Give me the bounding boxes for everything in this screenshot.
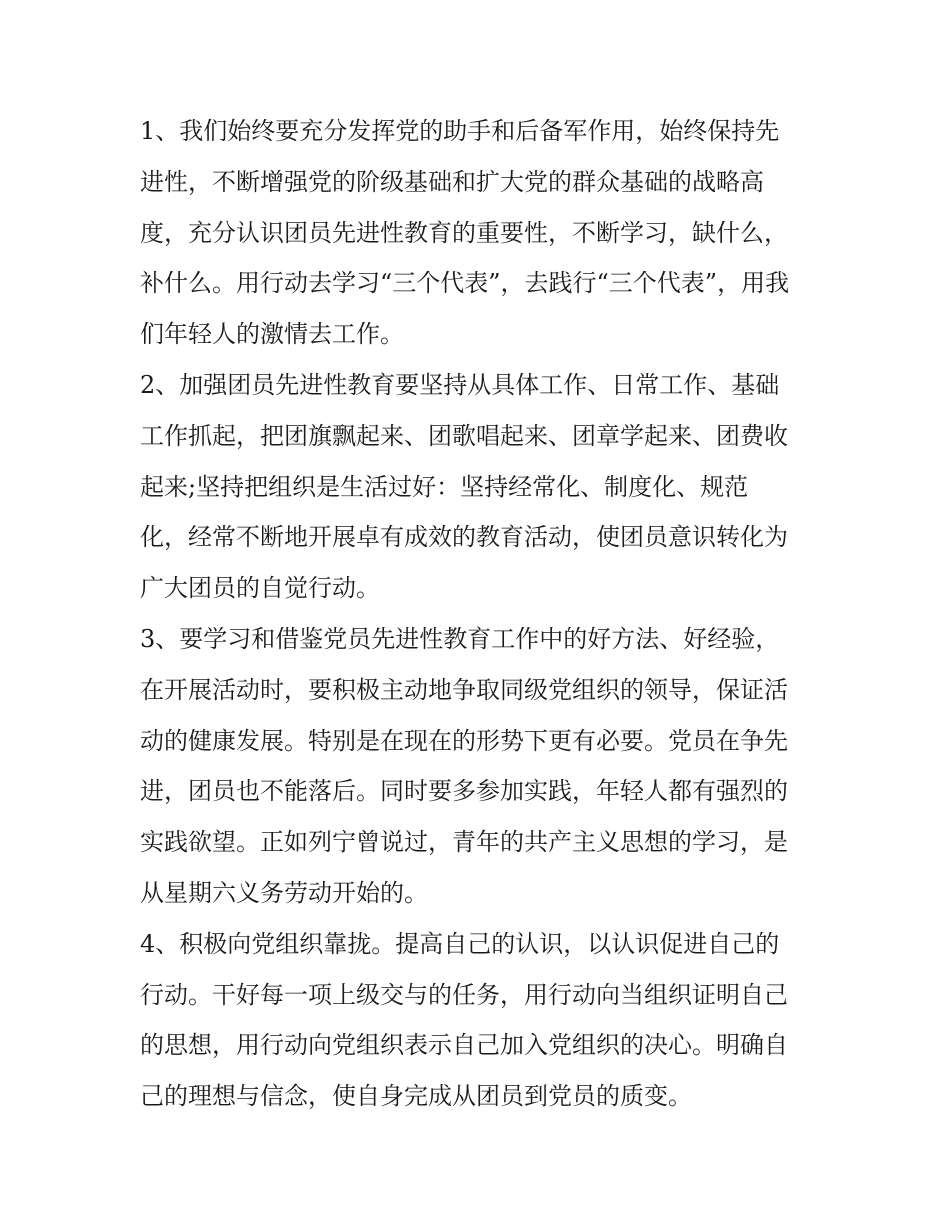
paragraph-line: 们年轻人的激情去工作。 [140, 320, 404, 349]
paragraph-line: 进，团员也不能落后。同时要多参加实践，年轻人都有强烈的 [140, 777, 788, 806]
paragraph-3 [140, 614, 820, 919]
paragraph-line: 起来;坚持把组织是生活过好：坚持经常化、制度化、规范 [140, 472, 749, 501]
paragraph-line: 4、积极向党组织靠拢。提高自己的认识，以认识促进自己的 [140, 929, 780, 958]
paragraph-line: 的思想，用行动向党组织表示自己加入党组织的决心。明确自 [140, 1031, 788, 1060]
paragraph-1 [140, 106, 820, 360]
paragraph-line: 3、要学习和借鉴党员先进性教育工作中的好方法、好经验， [140, 624, 780, 653]
paragraph-line: 度，充分认识团员先进性教育的重要性，不断学习，缺什么， [140, 218, 788, 247]
paragraph-4 [140, 919, 820, 1122]
paragraph-line: 行动。干好每一项上级交与的任务，用行动向当组织证明自己 [140, 980, 788, 1009]
paragraph-line: 补什么。用行动去学习“三个代表”，去践行“三个代表”，用我 [140, 269, 790, 298]
paragraph-line: 在开展活动时，要积极主动地争取同级党组织的领导，保证活 [140, 675, 788, 704]
paragraph-line: 2、加强团员先进性教育要坚持从具体工作、日常工作、基础 [140, 370, 780, 399]
paragraph-line: 工作抓起，把团旗飘起来、团歌唱起来、团章学起来、团费收 [140, 421, 788, 450]
paragraph-line: 从星期六义务劳动开始的。 [140, 878, 428, 907]
paragraph-line: 1、我们始终要充分发挥党的助手和后备军作用，始终保持先 [140, 117, 780, 145]
paragraph-2 [140, 360, 820, 614]
paragraph-line: 实践欲望。正如列宁曾说过，青年的共产主义思想的学习，是 [140, 828, 788, 857]
paragraph-line: 己的理想与信念，使自身完成从团员到党员的质变。 [140, 1082, 692, 1111]
paragraph-line: 化，经常不断地开展卓有成效的教育活动，使团员意识转化为 [140, 523, 788, 552]
document-body [140, 106, 820, 1122]
paragraph-line: 动的健康发展。特别是在现在的形势下更有必要。党员在争先 [140, 726, 788, 755]
paragraph-line: 进性，不断增强党的阶级基础和扩大党的群众基础的战略高 [140, 167, 764, 196]
paragraph-line: 广大团员的自觉行动。 [140, 574, 380, 603]
